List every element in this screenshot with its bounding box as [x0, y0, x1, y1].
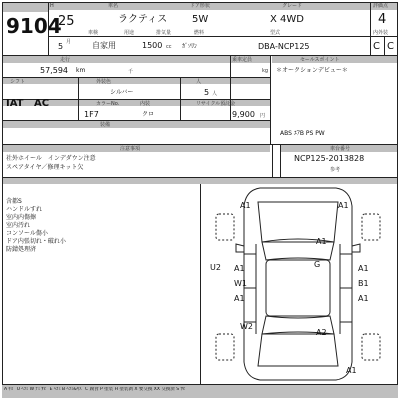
car-grade: X 4WD — [270, 14, 304, 25]
label-seats: 人 — [196, 79, 202, 85]
label-sales-point: セールスポイント — [300, 57, 340, 63]
exterior-color: シルバー — [110, 89, 134, 96]
label-mileage: 走行 — [60, 57, 71, 63]
damage-code: A1 — [346, 366, 357, 375]
equipment-text: ABS ｴｱB PS PW — [280, 130, 325, 137]
note-2: スペアタイヤ／修理キット欠 — [6, 164, 84, 171]
damage-code: W2 — [240, 322, 253, 331]
label-score: 評価点 — [373, 3, 389, 9]
car-displacement: 1500 — [142, 41, 163, 50]
displacement-unit: cc — [166, 44, 172, 50]
load-unit: kg — [262, 68, 269, 74]
condition-5: コンソール傷小 — [6, 230, 48, 237]
damage-code: A1 — [358, 294, 369, 303]
color-no: 1F7 — [84, 110, 99, 119]
label-notes: 注意事項 — [120, 146, 141, 152]
exterior-grade: C — [387, 41, 394, 52]
mileage-value: 57,594 — [40, 66, 68, 75]
era-mark: H — [50, 3, 54, 9]
damage-code: B1 — [358, 279, 369, 288]
condition-6: ドア内張切れ・破れ小 — [6, 238, 66, 245]
mileage-thousand: 千 — [128, 69, 134, 75]
recycle-unit: 円 — [260, 113, 266, 119]
damage-code: A1 — [234, 264, 245, 273]
label-reference: 参考 — [330, 167, 341, 173]
damage-code: A1 — [358, 264, 369, 273]
month-unit: 月 — [66, 39, 72, 45]
month-value: 5 — [58, 42, 64, 51]
condition-3: 室内内傷擦 — [6, 214, 37, 221]
car-usage: 自家用 — [92, 41, 116, 50]
lot-header — [2, 2, 48, 12]
car-door: 5W — [192, 14, 209, 25]
label-model-code: 型式 — [270, 30, 281, 36]
label-model-name: 車名 — [108, 3, 119, 9]
label-door: ドア形状 — [190, 3, 210, 9]
label-equipment: 装備 — [100, 122, 111, 128]
score: 4 — [378, 12, 387, 27]
damage-code: G — [314, 260, 321, 269]
shift-value: IAT — [6, 98, 24, 109]
damage-code: A2 — [316, 328, 327, 337]
car-name: ラクティス — [118, 14, 168, 25]
interior-grade: C — [373, 41, 380, 52]
car-fuel: ｶﾞｿﾘﾝ — [182, 43, 198, 50]
label-color-no: カラーNo. — [96, 101, 120, 107]
label-inspection: 車検 — [88, 30, 99, 36]
damage-code: A1 — [234, 294, 245, 303]
label-shift: シフト — [10, 79, 26, 85]
sales-point-text: ＊オークションデビュー＊ — [276, 67, 348, 74]
condition-2: ハンドルすれ — [6, 206, 43, 213]
label-interior: 内装 — [140, 101, 151, 107]
label-displacement: 排気量 — [156, 30, 172, 36]
label-recycle: リサイクル預託金 — [196, 101, 236, 107]
recycle-fee: 9,900 — [232, 110, 255, 119]
condition-1: 含都S — [6, 198, 22, 205]
label-capacity: 乗車定員 — [232, 57, 253, 63]
damage-code: A1 — [240, 201, 251, 210]
ac-value: AC — [34, 98, 50, 109]
damage-code: A1 — [316, 237, 327, 246]
damage-code: A1 — [338, 201, 349, 210]
trim-color: クロ — [142, 111, 155, 118]
damage-code: U2 — [210, 263, 221, 272]
capacity-unit: 人 — [212, 91, 218, 97]
label-usage: 用途 — [124, 30, 135, 36]
mileage-unit: km — [76, 67, 86, 74]
lot-number: 9104 — [6, 14, 62, 38]
year-value: 25 — [58, 14, 75, 29]
label-grade: グレード — [282, 3, 303, 9]
equipment-header-bar — [2, 121, 270, 128]
legend-footer: A ｷｽﾞ U ﾍｺﾐ W ﾅﾐ ｻﾋﾞ E ﾍｺﾐ B ﾍｺﾐ&ｷｽﾞ C 腐食 P 塗装 H 塗装剥 X 要交換 XX 交換済 S ｻﾋﾞ — [4, 387, 188, 392]
note-1: 社外ホイール インデダウン注意 — [6, 155, 96, 162]
condition-4: 室内汚れ — [6, 222, 31, 229]
condition-7: 防錆処理済 — [6, 246, 37, 253]
label-exterior-color: 外装色 — [96, 79, 112, 85]
frame-number: NCP125-2013828 — [294, 154, 365, 163]
label-frame-no: 車台番号 — [330, 146, 351, 152]
capacity-value: 5 — [204, 88, 210, 97]
damage-code: W1 — [234, 279, 247, 288]
label-fuel: 燃料 — [194, 30, 205, 36]
label-int-ext: 内外装 — [373, 30, 389, 36]
car-model-code: DBA-NCP125 — [258, 42, 310, 51]
